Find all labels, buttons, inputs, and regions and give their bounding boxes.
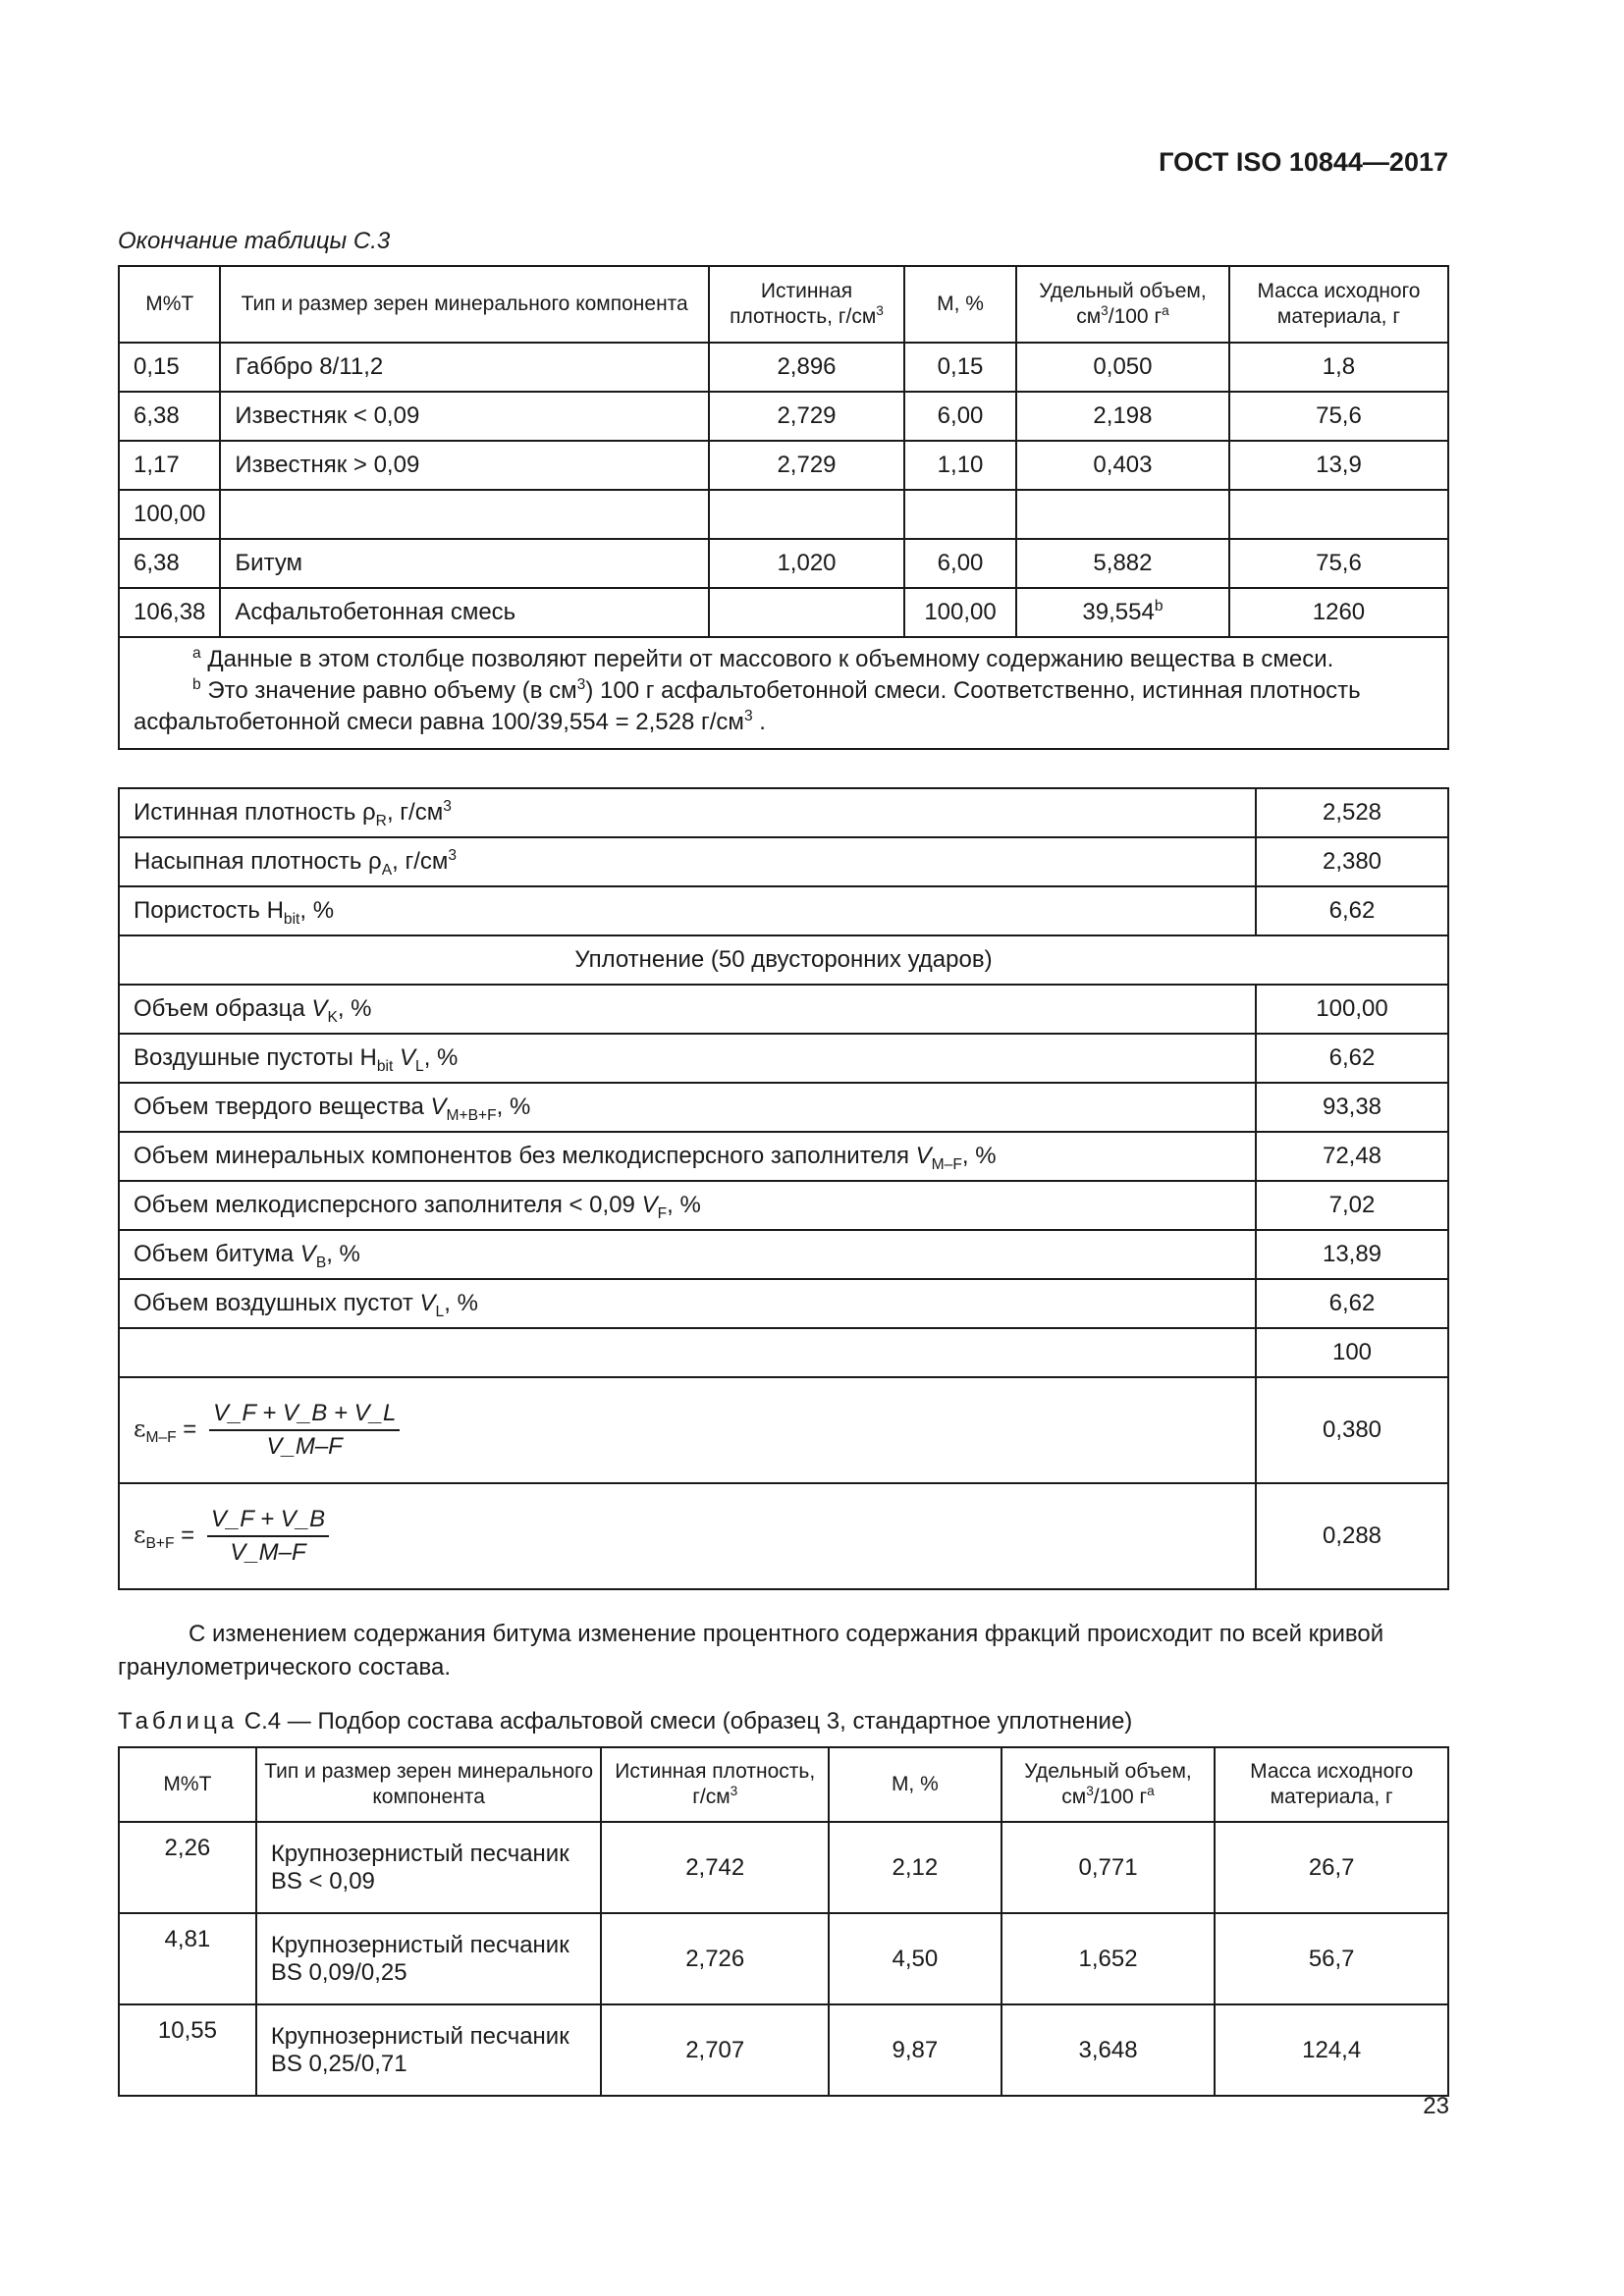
cell-m: 1,10: [904, 441, 1016, 490]
table-notes-row: [119, 637, 1448, 749]
fraction: $\frac{V\_F + V\_B + V\_L}{V\_M-F}$: [209, 1400, 400, 1461]
cell-m: 100,00: [904, 588, 1016, 637]
table-row: [119, 1913, 1448, 2004]
cell-type: Крупнозернистый песчаник BS 0,25/0,71: [256, 2004, 602, 2096]
cell-density: 2,729: [709, 441, 904, 490]
table-row: [119, 1822, 1448, 1913]
cell-density: 2,729: [709, 392, 904, 441]
table-row: [119, 343, 1448, 392]
property-row: [119, 1034, 1448, 1083]
cell-type: Асфальтобетонная смесь: [220, 588, 708, 637]
col-mass: Масса исходного материала, г: [1215, 1747, 1448, 1822]
col-mt: M%T: [119, 1747, 256, 1822]
property-row: [119, 886, 1448, 935]
cell-volume: 5,882: [1016, 539, 1229, 588]
property-value: 13,89: [1256, 1230, 1448, 1279]
table-notes: [119, 637, 1448, 749]
cell-density: 2,726: [601, 1913, 829, 2004]
table-row: [119, 539, 1448, 588]
cell-density: 2,896: [709, 343, 904, 392]
cell-mt: 6,38: [119, 392, 220, 441]
table-row: [119, 441, 1448, 490]
formula-eps-mf: $\varepsilon_{M-F}$ = $\frac{V\_F + V\_B + V\_L}{V\_M-F}$: [119, 1377, 1256, 1483]
property-label: Объем битума $V_B$, %: [119, 1230, 1256, 1279]
properties-table: [118, 787, 1449, 1590]
property-label: Объем твердого вещества $V_{M+B+F}$, %: [119, 1083, 1256, 1132]
property-value: 93,38: [1256, 1083, 1448, 1132]
table-c3-caption: Окончание таблицы С.3: [118, 228, 391, 254]
col-m: М, %: [829, 1747, 1001, 1822]
fraction: $\frac{V\_F + V\_B}{V\_M-F}$: [207, 1506, 329, 1567]
table-row: [119, 490, 1448, 539]
cell-type: [220, 490, 708, 539]
col-volume: Удельный объем, $см^3/100$ $г^a$: [1016, 266, 1229, 343]
col-mass: Массa исходного материала, г: [1229, 266, 1448, 343]
total-label: [119, 1328, 1256, 1377]
property-row: [119, 1083, 1448, 1132]
cell-density: [709, 588, 904, 637]
cell-volume: 2,198: [1016, 392, 1229, 441]
table-header-row: [119, 266, 1448, 343]
table-c4: [118, 1746, 1449, 2097]
property-label: Объем образца $V_K$, %: [119, 985, 1256, 1034]
cell-volume: 0,403: [1016, 441, 1229, 490]
cell-mt: 0,15: [119, 343, 220, 392]
property-row: [119, 837, 1448, 886]
cell-mt: 100,00: [119, 490, 220, 539]
cell-type: Крупнозернистый песчаник BS 0,09/0,25: [256, 1913, 602, 2004]
cell-volume: 3,648: [1001, 2004, 1216, 2096]
cell-mass: 1,8: [1229, 343, 1448, 392]
cell-mt: 2,26: [119, 1822, 256, 1913]
cell-mass: 13,9: [1229, 441, 1448, 490]
footnote-a: $^a$ Данные в этом столбце позволяют перейти от массового к объемному содержанию вещества в смеси.: [192, 645, 1334, 672]
property-row: [119, 1230, 1448, 1279]
cell-m: [904, 490, 1016, 539]
footnote-b: $^b$ Это значение равно объему (в $см^3$) 100 г асфальтобетонной смеси. Соответственно, истинная плотность асфальтобетонной смеси равна 100/39,554 = 2,528 $г/см^3$ .: [134, 676, 1361, 735]
cell-volume: 39,554$^b$: [1016, 588, 1229, 637]
formula-row: [119, 1377, 1448, 1483]
cell-m: 9,87: [829, 2004, 1001, 2096]
cell-mt: 10,55: [119, 2004, 256, 2096]
col-type: Тип и размер зерен минерального компонента: [220, 266, 708, 343]
property-value: 0,380: [1256, 1377, 1448, 1483]
property-row: [119, 985, 1448, 1034]
cell-mt: 6,38: [119, 539, 220, 588]
property-label: Пористость $H_{bit}$, %: [119, 886, 1256, 935]
cell-m: 6,00: [904, 539, 1016, 588]
cell-mass: 1260: [1229, 588, 1448, 637]
cell-mass: 75,6: [1229, 539, 1448, 588]
cell-m: 6,00: [904, 392, 1016, 441]
cell-mass: 56,7: [1215, 1913, 1448, 2004]
cell-volume: 0,050: [1016, 343, 1229, 392]
cell-density: 1,020: [709, 539, 904, 588]
col-density: Истинная плотность, $г/см^3$: [709, 266, 904, 343]
formula-eps-bf: $\varepsilon_{B+F}$ = $\frac{V\_F + V\_B}{V\_M-F}$: [119, 1483, 1256, 1589]
cell-m: 2,12: [829, 1822, 1001, 1913]
table-c3: [118, 265, 1449, 750]
property-value: 72,48: [1256, 1132, 1448, 1181]
property-value: 2,380: [1256, 837, 1448, 886]
body-paragraph: С изменением содержания битума изменение процентного содержания фракций происходит по всей кривой гранулометрического состава.: [118, 1621, 1384, 1681]
total-value: 100: [1256, 1328, 1448, 1377]
cell-mt: 106,38: [119, 588, 220, 637]
property-label: Объем воздушных пустот $V_L$, %: [119, 1279, 1256, 1328]
cell-mass: 26,7: [1215, 1822, 1448, 1913]
cell-mass: 124,4: [1215, 2004, 1448, 2096]
cell-m: 0,15: [904, 343, 1016, 392]
property-value: 2,528: [1256, 788, 1448, 837]
document-title: ГОСТ ISO 10844—2017: [1159, 147, 1448, 177]
cell-volume: 0,771: [1001, 1822, 1216, 1913]
col-m: М, %: [904, 266, 1016, 343]
cell-m: 4,50: [829, 1913, 1001, 2004]
total-row: [119, 1328, 1448, 1377]
property-value: 0,288: [1256, 1483, 1448, 1589]
table-c4-caption: Таблица С.4 — Подбор состава асфальтовой смеси (образец 3, стандартное уплотнение): [118, 1708, 1133, 1735]
property-row: [119, 1279, 1448, 1328]
property-value: 6,62: [1256, 1279, 1448, 1328]
property-row: [119, 1181, 1448, 1230]
col-type: Тип и размер зерен минерального компонента: [256, 1747, 602, 1822]
cell-type: Крупнозернистый песчаник BS < 0,09: [256, 1822, 602, 1913]
property-value: 100,00: [1256, 985, 1448, 1034]
compaction-header-row: [119, 935, 1448, 985]
cell-density: [709, 490, 904, 539]
col-volume: Удельный объем, $см^3/100$ $г^a$: [1001, 1747, 1216, 1822]
cell-mass: 75,6: [1229, 392, 1448, 441]
property-label: Объем мелкодисперсного заполнителя < 0,09 $V_F$, %: [119, 1181, 1256, 1230]
property-value: 6,62: [1256, 886, 1448, 935]
cell-type: Известняк > 0,09: [220, 441, 708, 490]
cell-volume: [1016, 490, 1229, 539]
cell-density: 2,707: [601, 2004, 829, 2096]
table-row: [119, 2004, 1448, 2096]
property-value: 7,02: [1256, 1181, 1448, 1230]
property-value: 6,62: [1256, 1034, 1448, 1083]
property-label: Насыпная плотность $\rho_A$, $г/см^3$: [119, 837, 1256, 886]
col-mt: M%T: [119, 266, 220, 343]
cell-density: 2,742: [601, 1822, 829, 1913]
cell-volume: 1,652: [1001, 1913, 1216, 2004]
cell-type: Известняк < 0,09: [220, 392, 708, 441]
table-row: [119, 392, 1448, 441]
property-label: Объем минеральных компонентов без мелкодисперсного заполнителя $V_{M-F}$, %: [119, 1132, 1256, 1181]
property-row: [119, 788, 1448, 837]
compaction-header: Уплотнение (50 двусторонних ударов): [119, 935, 1448, 985]
property-label: Истинная плотность $\rho_R$, $г/см^3$: [119, 788, 1256, 837]
col-density: Истинная плотность, $г/см^3$: [601, 1747, 829, 1822]
cell-type: Габбро 8/11,2: [220, 343, 708, 392]
property-row: [119, 1132, 1448, 1181]
property-label: Воздушные пустоты $H_{bit}$ $V_L$, %: [119, 1034, 1256, 1083]
cell-mass: [1229, 490, 1448, 539]
cell-type: Битум: [220, 539, 708, 588]
table-header-row: [119, 1747, 1448, 1822]
formula-row: [119, 1483, 1448, 1589]
cell-mt: 4,81: [119, 1913, 256, 2004]
table-row: [119, 588, 1448, 637]
cell-mt: 1,17: [119, 441, 220, 490]
page-number: 23: [1423, 2093, 1449, 2119]
